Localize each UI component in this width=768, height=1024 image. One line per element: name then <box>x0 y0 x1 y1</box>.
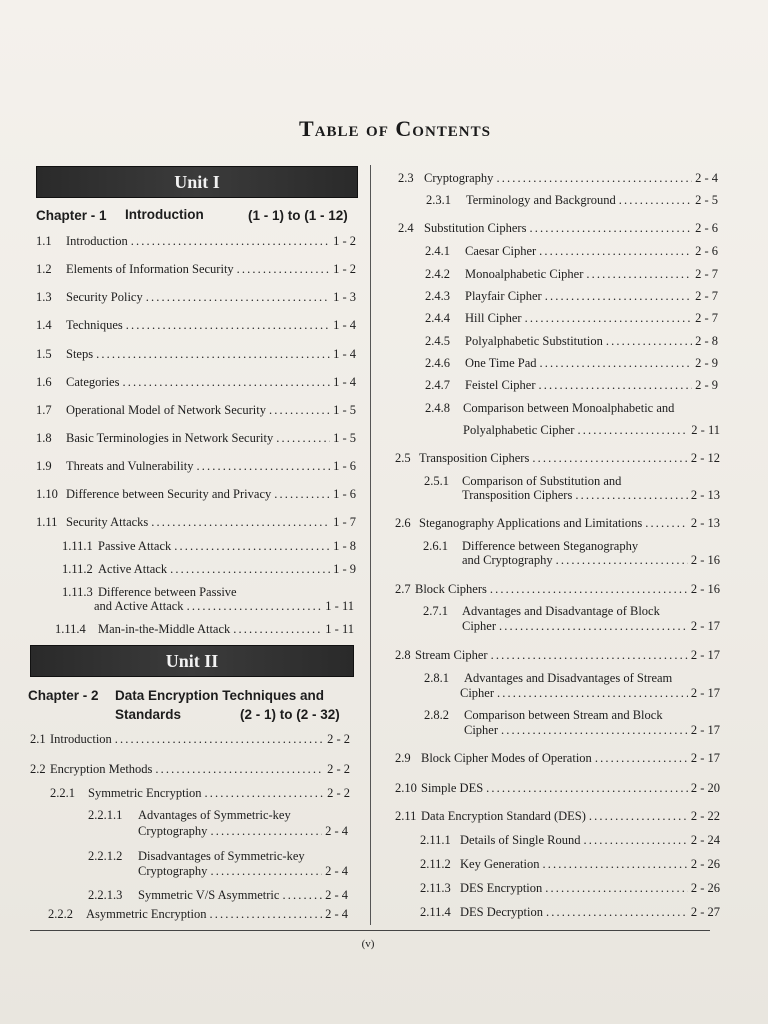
entry-label: Steps <box>66 347 94 361</box>
entry-number: 2.4.8 <box>425 401 450 415</box>
entry-page: 2 - 7 <box>695 289 718 303</box>
toc-entry[interactable] <box>425 244 718 259</box>
entry-page: 2 - 4 <box>325 907 348 921</box>
entry-label: Security Attacks <box>66 515 149 529</box>
entry-label: Introduction <box>66 234 128 248</box>
entry-label: Playfair Cipher <box>465 289 542 303</box>
entry-label: Data Encryption Standard (DES) <box>421 809 586 823</box>
entry-page: 2 - 13 <box>690 488 720 502</box>
entry-page: 2 - 5 <box>695 193 718 207</box>
entry-label: Introduction <box>50 732 112 746</box>
toc-entry[interactable] <box>395 751 720 766</box>
entry-page: 2 - 9 <box>695 378 718 392</box>
toc-entry[interactable] <box>420 881 720 896</box>
toc-entry[interactable] <box>425 267 718 282</box>
entry-page: 2 - 8 <box>695 334 718 348</box>
entry-label: Advantages and Disadvantages of Stream <box>464 671 673 685</box>
entry-label: Stream Cipher <box>415 648 488 662</box>
entry-label: Active Attack <box>98 562 168 576</box>
entry-page: 2 - 17 <box>690 723 720 737</box>
entry-number: 2.1 <box>30 732 46 746</box>
toc-entry[interactable] <box>395 648 720 663</box>
entry-label-cont: and Cryptography <box>462 553 553 567</box>
entry-label: Substitution Ciphers <box>424 221 527 235</box>
entry-page: 1 - 3 <box>333 290 356 304</box>
entry-label-cont: Cipher <box>460 686 495 700</box>
entry-label-cont: Cryptography <box>138 824 208 838</box>
entry-label: Difference between Security and Privacy <box>66 487 272 501</box>
entry-number: 2.2.2 <box>48 907 73 921</box>
toc-entry-head[interactable] <box>88 849 305 864</box>
entry-label: Simple DES <box>421 781 484 795</box>
toc-entry[interactable] <box>36 459 356 474</box>
entry-label: Difference between Steganography <box>462 539 639 553</box>
toc-entry[interactable] <box>398 171 718 186</box>
entry-page: 2 - 13 <box>690 516 720 530</box>
toc-entry[interactable] <box>36 318 356 333</box>
entry-number: 2.4.6 <box>425 356 450 370</box>
entry-number: 2.3.1 <box>426 193 451 207</box>
toc-entry-head[interactable] <box>424 474 621 489</box>
entry-page: 2 - 4 <box>695 171 718 185</box>
entry-page: 2 - 7 <box>695 311 718 325</box>
entry-number: 2.2.1.3 <box>88 888 123 902</box>
column-divider <box>370 165 371 925</box>
unit-2-banner: Unit II <box>30 645 354 677</box>
entry-number: 1.11.1 <box>62 539 93 553</box>
entry-page: 2 - 16 <box>690 582 720 596</box>
entry-label-cont: Polyalphabetic Cipher <box>463 423 575 437</box>
unit-1-banner: Unit I <box>36 166 358 198</box>
entry-label: Security Policy <box>66 290 143 304</box>
toc-entry[interactable] <box>50 786 350 801</box>
entry-label-cont: Transposition Ciphers <box>462 488 573 502</box>
toc-entry[interactable] <box>30 762 350 777</box>
entry-number: 1.11.4 <box>55 622 86 636</box>
entry-label: Operational Model of Network Security <box>66 403 266 417</box>
entry-number: 2.8.2 <box>424 708 449 722</box>
toc-entry[interactable] <box>425 289 718 304</box>
entry-number: 2.6.1 <box>423 539 448 553</box>
entry-page: 1 - 2 <box>333 234 356 248</box>
entry-number: 1.4 <box>36 318 52 332</box>
toc-entry-head[interactable] <box>423 539 638 554</box>
entry-label: Comparison between Stream and Block <box>464 708 663 722</box>
chapter-2-range: (2 - 1) to (2 - 32) <box>240 707 340 722</box>
entry-page: 2 - 4 <box>325 824 348 838</box>
entry-number: 1.10 <box>36 487 58 501</box>
footer-rule <box>30 930 710 931</box>
entry-number: 2.4.4 <box>425 311 450 325</box>
entry-page: 2 - 6 <box>695 221 718 235</box>
entry-label: Monoalphabetic Cipher <box>465 267 584 281</box>
entry-number: 1.11.3 <box>62 585 93 599</box>
entry-number: 2.8.1 <box>424 671 449 685</box>
toc-entry[interactable] <box>420 905 720 920</box>
toc-entry[interactable] <box>395 516 720 531</box>
entry-page: 2 - 2 <box>327 732 350 746</box>
entry-number: 2.5.1 <box>424 474 449 488</box>
toc-entry[interactable] <box>462 488 720 503</box>
entry-label: Categories <box>66 375 120 389</box>
entry-label: Caesar Cipher <box>465 244 537 258</box>
toc-entry[interactable] <box>395 809 720 824</box>
entry-page: 1 - 7 <box>333 515 356 529</box>
entry-label: Hill Cipher <box>465 311 522 325</box>
entry-page: 2 - 2 <box>327 762 350 776</box>
entry-label: Techniques <box>66 318 123 332</box>
entry-page: 2 - 2 <box>327 786 350 800</box>
entry-page: 1 - 8 <box>333 539 356 553</box>
entry-number: 2.7.1 <box>423 604 448 618</box>
entry-page: 1 - 4 <box>333 318 356 332</box>
entry-number: 2.8 <box>395 648 411 662</box>
entry-number: 1.8 <box>36 431 52 445</box>
entry-label-cont: and Active Attack <box>94 599 184 613</box>
toc-entry-head[interactable] <box>423 604 660 619</box>
entry-number: 2.7 <box>395 582 411 596</box>
entry-page: 2 - 22 <box>690 809 720 823</box>
page-title: Table of Contents <box>299 116 491 141</box>
toc-entry[interactable] <box>425 378 718 393</box>
entry-label: DES Encryption <box>460 881 543 895</box>
toc-entry[interactable] <box>420 833 720 848</box>
entry-page: 2 - 12 <box>690 451 720 465</box>
toc-entry[interactable] <box>138 864 348 879</box>
entry-number: 2.2.1 <box>50 786 75 800</box>
toc-entry-head[interactable] <box>62 585 237 600</box>
entry-number: 2.2.1.2 <box>88 849 123 863</box>
entry-label: Difference between Passive <box>98 585 237 599</box>
toc-entry[interactable] <box>36 290 356 305</box>
entry-label: Polyalphabetic Substitution <box>465 334 603 348</box>
entry-page: 1 - 5 <box>333 431 356 445</box>
entry-page: 1 - 4 <box>333 347 356 361</box>
entry-number: 2.11.2 <box>420 857 451 871</box>
entry-label: Feistel Cipher <box>465 378 536 392</box>
chapter-2-title-line1: Data Encryption Techniques and <box>115 688 325 703</box>
entry-page: 1 - 5 <box>333 403 356 417</box>
entry-page: 1 - 2 <box>333 262 356 276</box>
toc-entry[interactable] <box>395 781 720 796</box>
entry-number: 2.4.5 <box>425 334 450 348</box>
toc-entry[interactable] <box>426 193 718 208</box>
toc-entry-head[interactable] <box>424 671 672 686</box>
entry-number: 1.3 <box>36 290 52 304</box>
toc-entry[interactable] <box>48 907 348 922</box>
entry-number: 1.11 <box>36 515 58 529</box>
entry-label: One Time Pad <box>465 356 537 370</box>
entry-page: 2 - 26 <box>690 857 720 871</box>
toc-entry[interactable] <box>62 539 356 554</box>
entry-page: 1 - 4 <box>333 375 356 389</box>
entry-label: Cryptography <box>424 171 494 185</box>
entry-number: 2.11.4 <box>420 905 451 919</box>
entry-label: Block Cipher Modes of Operation <box>421 751 592 765</box>
chapter-2-prefix: Chapter - 2 <box>28 688 99 703</box>
entry-label: Key Generation <box>460 857 540 871</box>
entry-page: 2 - 6 <box>695 244 718 258</box>
entry-number: 2.11.3 <box>420 881 451 895</box>
entry-number: 2.4 <box>398 221 414 235</box>
entry-number: 2.4.3 <box>425 289 450 303</box>
entry-label: Advantages and Disadvantage of Block <box>462 604 660 618</box>
entry-number: 1.2 <box>36 262 52 276</box>
entry-label: Steganography Applications and Limitations <box>419 516 643 530</box>
entry-label: Elements of Information Security <box>66 262 234 276</box>
toc-entry-head[interactable] <box>424 708 663 723</box>
toc-entry[interactable] <box>36 347 356 362</box>
entry-label: Advantages of Symmetric-key <box>138 808 291 822</box>
toc-entry[interactable] <box>36 234 356 249</box>
entry-number: 1.9 <box>36 459 52 473</box>
entry-label: Comparison of Substitution and <box>462 474 622 488</box>
entry-label: Passive Attack <box>98 539 172 553</box>
entry-page: 2 - 27 <box>690 905 720 919</box>
entry-page: 2 - 9 <box>695 356 718 370</box>
entry-label-cont: Cipher <box>464 723 499 737</box>
chapter-1-title: Introduction <box>125 207 204 222</box>
entry-page: 1 - 6 <box>333 487 356 501</box>
chapter-2-title-line2: Standards <box>115 707 182 722</box>
entry-number: 2.4.1 <box>425 244 450 258</box>
entry-page: 1 - 6 <box>333 459 356 473</box>
entry-page: 1 - 11 <box>325 622 354 636</box>
entry-page: 2 - 11 <box>691 423 720 437</box>
entry-page: 2 - 24 <box>690 833 720 847</box>
toc-entry[interactable] <box>36 515 356 530</box>
toc-entry[interactable] <box>460 686 720 701</box>
entry-page: 2 - 17 <box>690 619 720 633</box>
entry-number: 2.4.2 <box>425 267 450 281</box>
entry-page: 1 - 11 <box>325 599 354 613</box>
toc-entry[interactable] <box>395 451 720 466</box>
entry-label: Details of Single Round <box>460 833 581 847</box>
entry-label: Encryption Methods <box>50 762 153 776</box>
toc-entry[interactable] <box>395 582 720 597</box>
entry-number: 2.2 <box>30 762 46 776</box>
entry-number: 2.2.1.1 <box>88 808 123 822</box>
entry-number: 1.7 <box>36 403 52 417</box>
entry-number: 2.10 <box>395 781 417 795</box>
entry-label: Disadvantages of Symmetric-key <box>138 849 305 863</box>
entry-label-cont: Cipher <box>462 619 497 633</box>
toc-entry[interactable] <box>425 356 718 371</box>
toc-entry[interactable] <box>36 375 356 390</box>
entry-number: 2.9 <box>395 751 411 765</box>
entry-page: 2 - 7 <box>695 267 718 281</box>
toc-entry[interactable] <box>138 824 348 839</box>
toc-entry[interactable] <box>62 562 356 577</box>
toc-entry[interactable] <box>425 311 718 326</box>
toc-entry[interactable] <box>463 423 720 438</box>
entry-label: Comparison between Monoalphabetic and <box>463 401 675 415</box>
entry-page: 2 - 17 <box>690 686 720 700</box>
entry-number: 2.11 <box>395 809 417 823</box>
chapter-1-prefix: Chapter - 1 <box>36 208 107 223</box>
toc-entry-head[interactable] <box>88 808 291 823</box>
entry-label: Man-in-the-Middle Attack <box>98 622 231 636</box>
toc-entry[interactable] <box>55 622 354 637</box>
chapter-1-range: (1 - 1) to (1 - 12) <box>248 208 348 223</box>
toc-entry[interactable] <box>420 857 720 872</box>
entry-label: Terminology and Background <box>466 193 616 207</box>
toc-entry[interactable] <box>36 431 356 446</box>
entry-label: Symmetric V/S Asymmetric <box>138 888 280 902</box>
entry-label: Asymmetric Encryption <box>86 907 207 921</box>
entry-label: Block Ciphers <box>415 582 487 596</box>
entry-label-cont: Cryptography <box>138 864 208 878</box>
toc-entry[interactable] <box>398 221 718 236</box>
entry-number: 2.6 <box>395 516 411 530</box>
entry-page: 2 - 17 <box>690 648 720 662</box>
entry-label: Threats and Vulnerability <box>66 459 194 473</box>
entry-page: 2 - 4 <box>325 864 348 878</box>
entry-number: 1.11.2 <box>62 562 93 576</box>
entry-label: Symmetric Encryption <box>88 786 202 800</box>
entry-number: 2.4.7 <box>425 378 450 392</box>
entry-page: 2 - 20 <box>690 781 720 795</box>
entry-label: Basic Terminologies in Network Security <box>66 431 274 445</box>
entry-page: 2 - 4 <box>325 888 348 902</box>
entry-label: DES Decryption <box>460 905 543 919</box>
entry-number: 2.11.1 <box>420 833 451 847</box>
toc-entry[interactable] <box>425 334 718 349</box>
toc-entry[interactable] <box>36 487 356 502</box>
toc-entry[interactable] <box>464 723 720 738</box>
entry-number: 2.3 <box>398 171 414 185</box>
entry-number: 1.6 <box>36 375 52 389</box>
toc-entry[interactable] <box>462 619 720 634</box>
toc-entry[interactable] <box>462 553 720 568</box>
page-number: (v) <box>361 938 375 950</box>
toc-entry-head[interactable] <box>425 401 674 416</box>
entry-page: 2 - 26 <box>690 881 720 895</box>
toc-entry[interactable] <box>36 262 356 277</box>
toc-entry[interactable] <box>94 599 354 614</box>
entry-page: 1 - 9 <box>333 562 356 576</box>
toc-entry[interactable] <box>36 403 356 418</box>
entry-page: 2 - 16 <box>690 553 720 567</box>
toc-entry[interactable] <box>88 888 348 903</box>
entry-number: 1.5 <box>36 347 52 361</box>
entry-page: 2 - 17 <box>690 751 720 765</box>
entry-label: Transposition Ciphers <box>419 451 530 465</box>
toc-entry[interactable] <box>30 732 350 747</box>
entry-number: 1.1 <box>36 234 52 248</box>
entry-number: 2.5 <box>395 451 411 465</box>
